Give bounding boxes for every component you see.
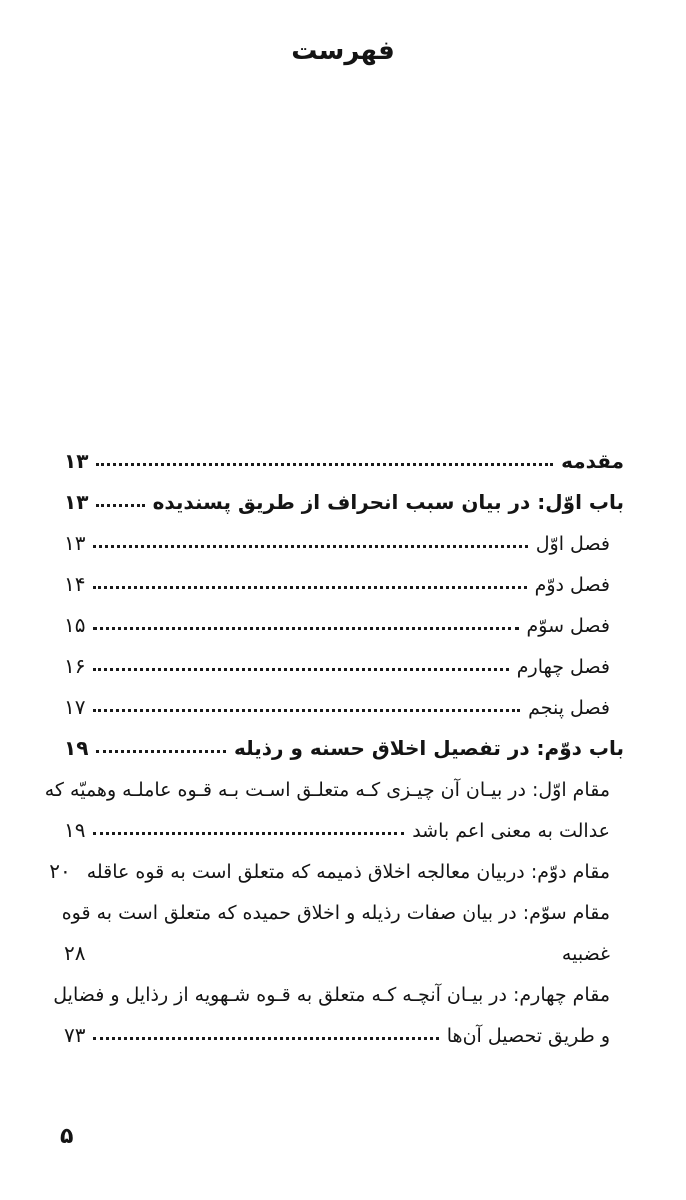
toc-entry-label: فصل پنجم — [528, 697, 610, 719]
toc-entry-stage-2 — [49, 842, 624, 883]
toc-entry-label: باب اوّل: در بیان سبب انحراف از طریق پسندیده — [152, 490, 624, 514]
toc-entry-section-4 — [64, 637, 624, 678]
page-number: ۵ — [60, 1124, 74, 1149]
leader-dots — [93, 585, 526, 589]
toc-entry-section-2 — [64, 555, 624, 596]
toc-entry-stage-4 — [64, 1006, 624, 1047]
leader-dots — [93, 708, 520, 712]
toc-entry-page: ۱۳ — [64, 490, 89, 514]
toc-entry-page: ۱۷ — [64, 695, 86, 719]
toc-entry-stage-3-line1: مقام سوّم: در بیان صفات رذیله و اخلاق حمیده که متعلق است به قوه — [61, 902, 610, 924]
table-of-contents — [44, 432, 624, 1047]
toc-entry-label: مقام دوّم: دربیان معالجه اخلاق ذمیمه که متعلق است به قوه عاقله — [86, 861, 610, 883]
toc-entry-label: باب دوّم: در تفصیل اخلاق حسنه و رذیله — [233, 736, 624, 760]
leader-dots — [96, 503, 144, 507]
toc-entry-chapter-1 — [64, 473, 624, 514]
leader-dots — [96, 749, 226, 753]
toc-entry-label: غضبیه — [561, 943, 610, 965]
toc-entry-page: ۱۹ — [64, 818, 86, 842]
toc-entry-page: ۲۸ — [64, 941, 86, 965]
toc-entry-stage-1 — [64, 801, 624, 842]
toc-entry-page: ۱۳ — [64, 449, 89, 473]
toc-entry-page: ۱۶ — [64, 654, 86, 678]
toc-entry-page: ۱۹ — [64, 736, 89, 760]
toc-entry-label: فصل چهارم — [516, 656, 610, 678]
leader-dots — [93, 667, 508, 671]
toc-entry-introduction — [64, 432, 624, 473]
leader-dots — [93, 954, 553, 958]
toc-entry-section-1 — [64, 514, 624, 555]
leader-dots — [93, 544, 527, 548]
toc-entry-page: ۱۴ — [64, 572, 86, 596]
toc-entry-section-3 — [64, 596, 624, 637]
leader-dots — [93, 831, 404, 835]
toc-entry-stage-4-line1: مقام چهارم: در بیـان آنچـه کـه متعلق به قـوه شـهویه از رذایل و فضایل — [53, 984, 610, 1006]
toc-entry-label: عدالت به معنی اعم باشد — [412, 820, 610, 842]
leader-dots — [93, 1036, 438, 1040]
toc-entry-page: ۲۰ — [49, 859, 71, 883]
page-title: فهرست — [291, 36, 395, 66]
toc-entry-label: فصل اوّل — [535, 533, 610, 555]
toc-entry-page: ۱۵ — [64, 613, 86, 637]
toc-entry-page: ۱۳ — [64, 531, 86, 555]
toc-entry-label: مقدمه — [561, 449, 624, 473]
toc-entry-label: و طریق تحصیل آن‌ها — [446, 1025, 610, 1047]
toc-entry-stage-1-line1: مقام اوّل: در بیـان آن چیـزی کـه متعلـق اسـت بـه قـوه عاملـه وهمیّه که — [44, 779, 610, 801]
toc-entry-chapter-2 — [64, 719, 624, 760]
leader-dots — [96, 462, 553, 466]
toc-entry-page: ۷۳ — [64, 1023, 86, 1047]
toc-entry-stage-3 — [64, 924, 624, 965]
toc-entry-label: فصل دوّم — [534, 574, 610, 596]
leader-dots — [93, 626, 518, 630]
toc-entry-section-5 — [64, 678, 624, 719]
toc-entry-label: فصل سوّم — [526, 615, 610, 637]
